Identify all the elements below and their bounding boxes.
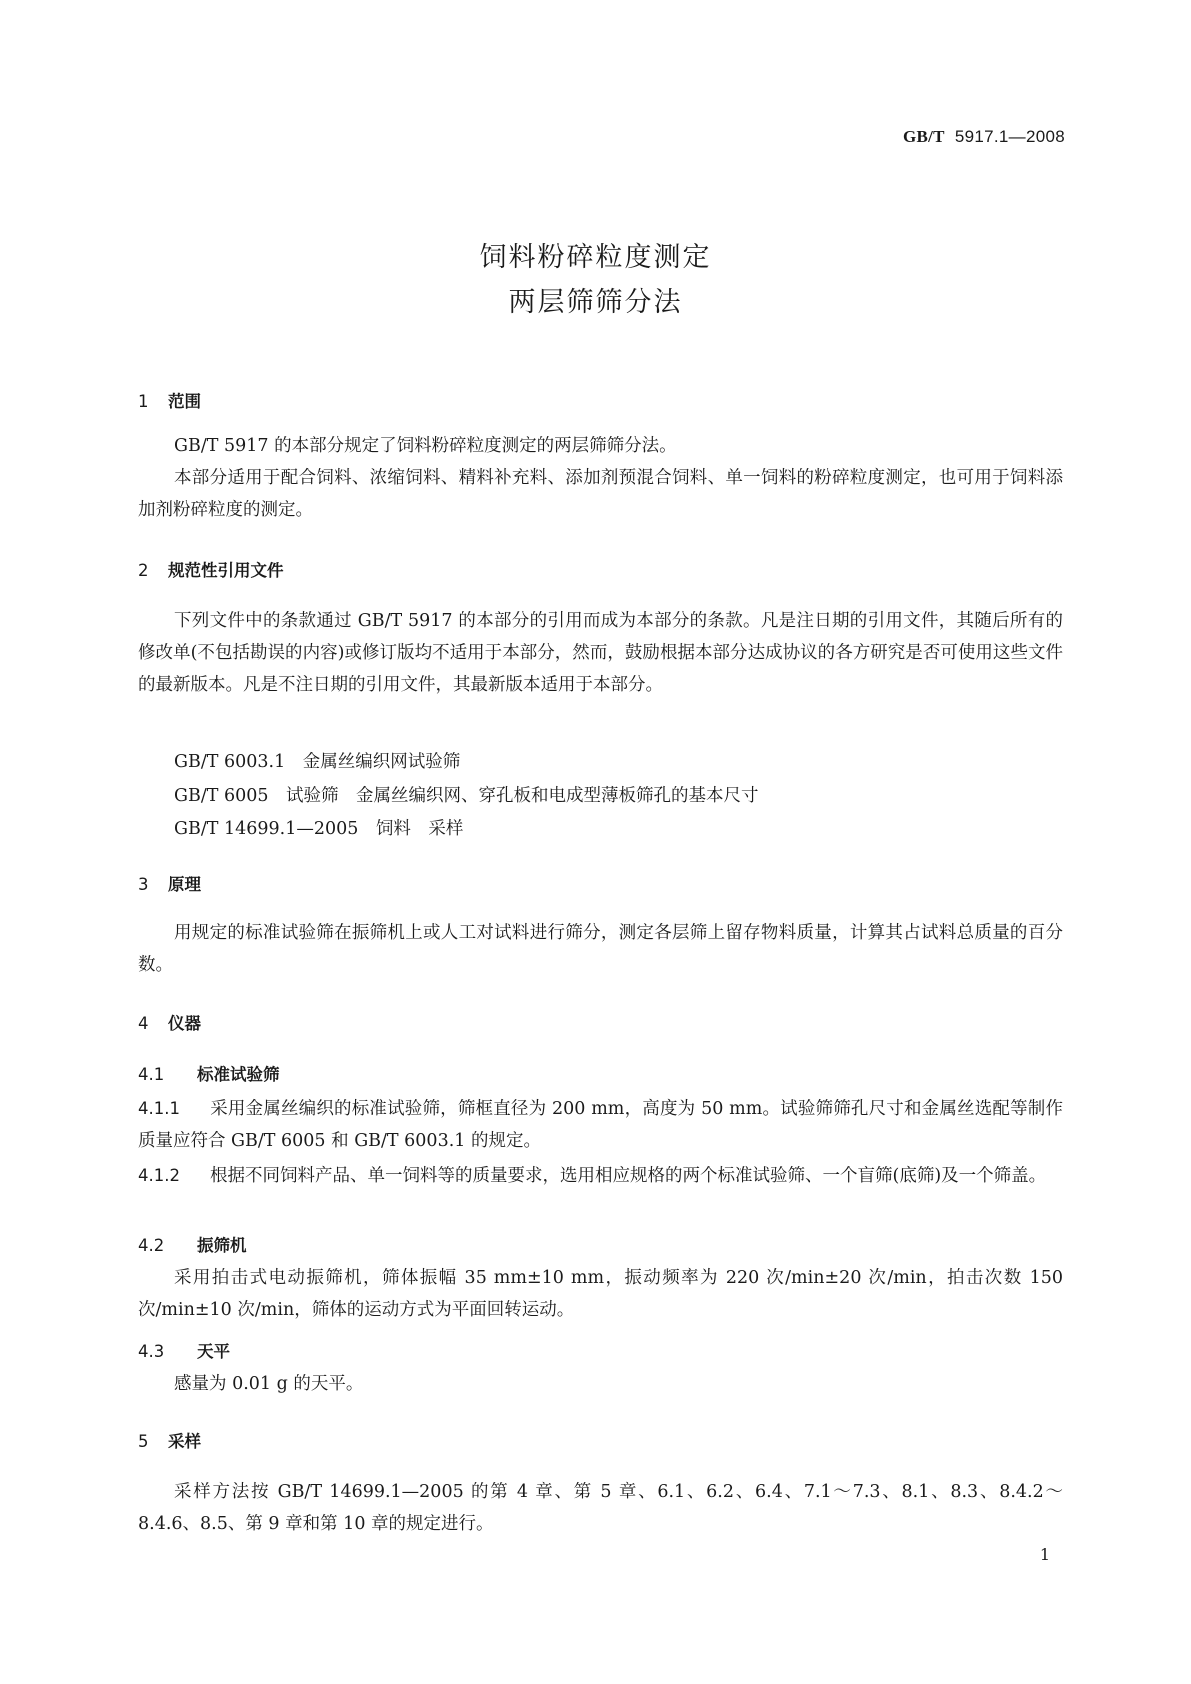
section-title: 规范性引用文件 <box>168 561 284 580</box>
section-number: 3 <box>138 875 149 894</box>
clause-text: 根据不同饲料产品、单一饲料等的质量要求，选用相应规格的两个标准试验筛、一个盲筛(底筛)及一个筛盖。 <box>210 1166 1047 1186</box>
subsection-number: 4.1 <box>138 1065 165 1084</box>
section-number: 5 <box>138 1432 149 1451</box>
subsection-4-2-heading <box>138 1232 247 1256</box>
section-3-heading <box>138 871 201 895</box>
section-1-heading <box>138 388 201 412</box>
section-title: 原理 <box>168 875 201 894</box>
clause-number: 4.1.1 <box>138 1099 180 1118</box>
subsection-4-2-paragraph: 采用拍击式电动振筛机，筛体振幅 35 mm±10 mm，振动频率为 220 次/min±20 次/min，拍击次数 150 次/min±10 次/min，筛体的运动方式为平面回转运动。 <box>138 1268 1063 1320</box>
standard-code: 5917.1—2008 <box>954 127 1065 146</box>
section-title: 范围 <box>168 392 201 411</box>
section-title: 采样 <box>168 1432 201 1451</box>
section-2-paragraph-1: 下列文件中的条款通过 GB/T 5917 的本部分的引用而成为本部分的条款。凡是注日期的引用文件，其随后所有的修改单(不包括勘误的内容)或修订版均不适用于本部分，然而，鼓励根据本部分达成协议的各方研究是否可使用这些文件的最新版本。凡是不注日期的引用文件，其最新版本适用于本部分。 <box>138 611 1063 695</box>
clause-text: 采用金属丝编织的标准试验筛，筛框直径为 200 mm，高度为 50 mm。试验筛筛孔尺寸和金属丝选配等制作质量应符合 GB/T 6005 和 GB/T 6003.1 的规定。 <box>138 1099 1063 1151</box>
section-1-paragraph-1: GB/T 5917 的本部分规定了饲料粉碎粒度测定的两层筛筛分法。 <box>174 436 677 456</box>
section-number: 2 <box>138 561 149 580</box>
clause-4-1-1 <box>138 1093 1063 1157</box>
reference-item: GB/T 6005 试验筛 金属丝编织网、穿孔板和电成型薄板筛孔的基本尺寸 <box>174 786 759 806</box>
page-number: 1 <box>1039 1545 1050 1564</box>
subsection-number: 4.3 <box>138 1342 165 1361</box>
section-title: 仪器 <box>168 1014 201 1033</box>
clause-4-1-2 <box>138 1160 1063 1192</box>
subsection-4-3-paragraph: 感量为 0.01 g 的天平。 <box>174 1374 364 1394</box>
section-2-heading <box>138 557 284 581</box>
section-number: 1 <box>138 392 149 411</box>
section-1-paragraph-2: 本部分适用于配合饲料、浓缩饲料、精料补充料、添加剂预混合饲料、单一饲料的粉碎粒度测定，也可用于饲料添加剂粉碎粒度的测定。 <box>138 468 1063 520</box>
section-5-heading <box>138 1428 201 1452</box>
clause-number: 4.1.2 <box>138 1166 180 1185</box>
document-title: 饲料粉碎粒度测定 <box>479 242 712 273</box>
standard-number <box>903 127 1065 147</box>
reference-item: GB/T 14699.1—2005 饲料 采样 <box>174 819 464 839</box>
subsection-4-1-heading <box>138 1061 280 1085</box>
section-5-paragraph-1: 采样方法按 GB/T 14699.1—2005 的第 4 章、第 5 章、6.1、6.2、6.4、7.1～7.3、8.1、8.3、8.4.2～8.4.6、8.5、第 9 章和第 10 章的规定进行。 <box>138 1482 1063 1534</box>
subsection-title: 振筛机 <box>197 1236 247 1255</box>
document-subtitle: 两层筛筛分法 <box>508 287 683 318</box>
section-4-heading <box>138 1010 201 1034</box>
section-number: 4 <box>138 1014 149 1033</box>
subsection-title: 天平 <box>197 1342 230 1361</box>
subsection-4-3-heading <box>138 1338 230 1362</box>
standard-prefix: GB/T <box>903 127 945 146</box>
subsection-number: 4.2 <box>138 1236 165 1255</box>
section-3-paragraph-1: 用规定的标准试验筛在振筛机上或人工对试料进行筛分，测定各层筛上留存物料质量，计算其占试料总质量的百分数。 <box>138 923 1063 975</box>
reference-item: GB/T 6003.1 金属丝编织网试验筛 <box>174 752 461 772</box>
subsection-title: 标准试验筛 <box>197 1065 280 1084</box>
